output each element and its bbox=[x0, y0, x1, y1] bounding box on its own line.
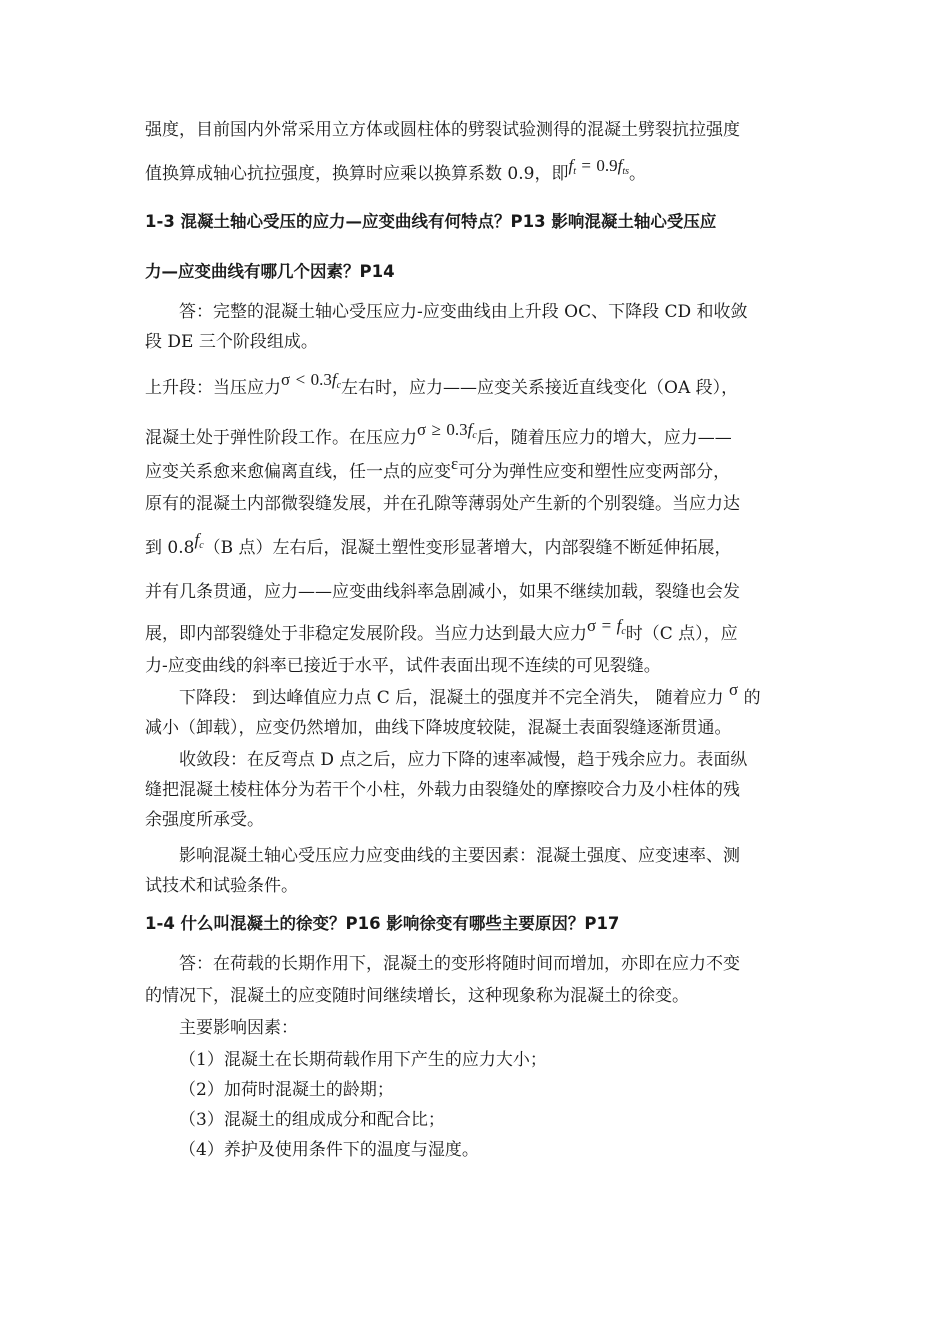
formula-fc: $f_c$ bbox=[194, 530, 204, 551]
paragraph-line: 下降段： 到达峰值应力点 C 后，混凝土的强度并不完全消失， 随着应力 σ 的 bbox=[179, 680, 761, 708]
section-heading-1-3: 1-3 混凝土轴心受压的应力—应变曲线有何特点？P13 影响混凝土轴心受压应 bbox=[145, 212, 717, 231]
paragraph-line: 上升段：当压应力$\sigma < 0.3f_c$左右时，应力——应变关系接近直线变化（OA 段）， bbox=[145, 370, 739, 398]
paragraph-line: 到 $0.8f_c(B$ 点）左右后，混凝土塑性变形显著增大，内部裂缝不断延伸拓展， bbox=[145, 530, 732, 558]
paragraph-line: 并有几条贯通，应力——应变曲线斜率急剧减小，如果不继续加载，裂缝也会发 bbox=[145, 582, 740, 602]
formula-sigma-eq: $\sigma = f_c$ bbox=[587, 616, 626, 637]
list-item: （2）加荷时混凝土的龄期； bbox=[179, 1080, 394, 1100]
paragraph-line: 影响混凝土轴心受压应力应变曲线的主要因素：混凝土强度、应变速率、测 bbox=[179, 846, 740, 866]
sigma-symbol: σ bbox=[729, 680, 739, 699]
paragraph-line: 原有的混凝土内部微裂缝发展，并在孔隙等薄弱处产生新的个别裂缝。当应力达 bbox=[145, 494, 740, 514]
paragraph-line: 值换算成轴心抗拉强度，换算时应乘以换算系数 0.9，即$f_t = 0.9f_{ts}$。 bbox=[145, 156, 647, 184]
section-heading-1-3-cont: 力—应变曲线有哪几个因素？P14 bbox=[145, 262, 395, 281]
formula-sigma-lt: $\sigma < 0.3f_c$ bbox=[281, 370, 342, 391]
paragraph-line: 余强度所承受。 bbox=[145, 810, 264, 830]
paragraph-line: 减小（卸载），应变仍然增加，曲线下降坡度较陡，混凝土表面裂缝逐渐贯通。 bbox=[145, 718, 732, 738]
paragraph-line: 段 DE 三个阶段组成。 bbox=[145, 332, 318, 352]
paragraph-line: 力-应变曲线的斜率已接近于水平，试件表面出现不连续的可见裂缝。 bbox=[145, 656, 661, 676]
paragraph-line: 混凝土处于弹性阶段工作。在压应力$\sigma \ge 0.3f_c$后，随着压应力的增大，应力—— bbox=[145, 420, 732, 448]
paragraph-line: 试技术和试验条件。 bbox=[145, 876, 298, 896]
paragraph-line: 答：完整的混凝土轴心受压应力-应变曲线由上升段 OC、下降段 CD 和收敛 bbox=[179, 302, 748, 322]
paragraph-line: 收敛段：在反弯点 D 点之后，应力下降的速率减慢，趋于残余应力。表面纵 bbox=[179, 750, 748, 770]
paragraph-line: 缝把混凝土棱柱体分为若干个小柱，外载力由裂缝处的摩擦咬合力及小柱体的残 bbox=[145, 780, 740, 800]
formula-sigma-ge: $\sigma \ge 0.3f_c$ bbox=[417, 420, 477, 441]
epsilon-symbol: ε bbox=[451, 454, 459, 473]
section-heading-1-4: 1-4 什么叫混凝土的徐变？P16 影响徐变有哪些主要原因？P17 bbox=[145, 914, 620, 933]
paragraph-line: 的情况下，混凝土的应变随时间继续增长，这种现象称为混凝土的徐变。 bbox=[145, 986, 689, 1006]
list-item: （3）混凝土的组成成分和配合比； bbox=[179, 1110, 445, 1130]
paragraph-line: 展，即内部裂缝处于非稳定发展阶段。当应力达到最大应力$\sigma = f_c$时（C 点），应 bbox=[145, 616, 738, 644]
paragraph-line: 强度，目前国内外常采用立方体或圆柱体的劈裂试验测得的混凝土劈裂抗拉强度 bbox=[145, 120, 740, 140]
paragraph-line: 应变关系愈来愈偏离直线，任一点的应变ε可分为弹性应变和塑性应变两部分， bbox=[145, 454, 731, 482]
paragraph-line: 答：在荷载的长期作用下，混凝土的变形将随时间而增加，亦即在应力不变 bbox=[179, 954, 740, 974]
formula-ft: $f_t = 0.9f_{ts}$ bbox=[568, 156, 630, 177]
list-item: （1）混凝土在长期荷载作用下产生的应力大小； bbox=[179, 1050, 547, 1070]
list-item: （4）养护及使用条件下的温度与湿度。 bbox=[179, 1140, 479, 1160]
paragraph-line: 主要影响因素： bbox=[179, 1018, 298, 1038]
